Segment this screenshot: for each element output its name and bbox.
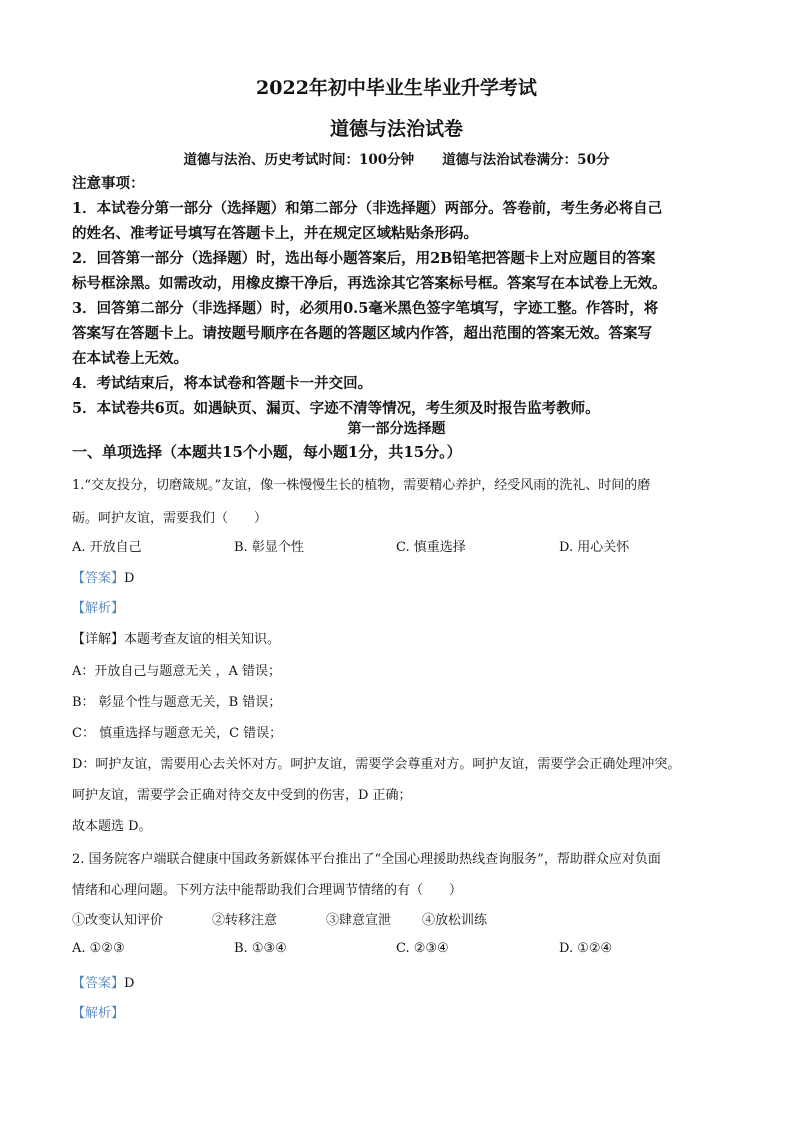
question-1-stem-line: 砺。呵护友谊，需要我们（ ） bbox=[72, 511, 268, 526]
question-1-option-a: A. 开放自己 bbox=[72, 540, 142, 555]
section-heading: 一、单项选择（本题共15个小题，每小题1分，共15分。） bbox=[72, 443, 462, 461]
question-2-stem-line: 2. 国务院客户端联合健康中国政务新媒体平台推出了“全国心理援助热线查询服务”，帮助群众应对负面 bbox=[72, 852, 661, 867]
question-2-item-1: ①改变认知评价 bbox=[72, 913, 164, 928]
question-2-stem-line: 情绪和心理问题。下列方法中能帮助我们合理调节情绪的有（ ） bbox=[72, 883, 463, 898]
question-2-analysis-label: 【解析】 bbox=[72, 1006, 125, 1021]
question-2-option-b: B. ①③④ bbox=[234, 941, 287, 956]
question-2-option-a: A. ①②③ bbox=[72, 941, 125, 956]
notice-line: 1．本试卷分第一部分（选择题）和第二部分（非选择题）两部分。答卷前，考生务必将自己 bbox=[72, 200, 663, 217]
exam-subtitle: 道德与法治试卷 bbox=[329, 118, 463, 140]
full-score: 道德与法治试卷满分：50分 bbox=[442, 152, 610, 168]
question-1-option-d: D. 用心关怀 bbox=[559, 540, 630, 555]
notice-line: 2．回答第一部分（选择题）时，选出每小题答案后，用2B铅笔把答题卡上对应题目的答案 bbox=[72, 250, 656, 267]
detail-intro: 本题考查友谊的相关知识。 bbox=[124, 632, 281, 647]
question-1-stem-line: 1.“交友投分，切磨箴规。”友谊，像一株慢慢生长的植物，需要精心养护，经受风雨的洗礼、时间的磨 bbox=[72, 478, 651, 493]
question-2-item-2: ②转移注意 bbox=[212, 913, 278, 928]
exam-info-line bbox=[0, 148, 793, 168]
notice-line: 标号框涂黑。如需改动，用橡皮擦干净后，再选涂其它答案标号框。答案写在本试卷上无效。 bbox=[72, 275, 667, 292]
question-2-item-3: ③肆意宣泄 bbox=[326, 913, 392, 928]
answer-value: D bbox=[124, 976, 135, 991]
exam-time: 道德与法治、历史考试时间：100分钟 bbox=[183, 152, 415, 168]
exam-title: 2022年初中毕业生毕业升学考试 bbox=[256, 77, 537, 99]
detail-label: 【详解】 bbox=[72, 632, 125, 647]
explanation-line: 呵护友谊，需要学会正确对待交友中受到的伤害，D 正确； bbox=[72, 788, 412, 803]
explanation-line: D：呵护友谊，需要用心去关怀对方。呵护友谊，需要学会尊重对方。呵护友谊，需要学会正确处理冲突。 bbox=[72, 757, 681, 772]
notice-line: 答案写在答题卡上。请按题号顺序在各题的答题区域内作答，超出范围的答案无效。答案写 bbox=[72, 325, 652, 342]
question-2-answer bbox=[72, 972, 134, 991]
answer-label: 【答案】 bbox=[72, 976, 125, 991]
question-1-option-c: C. 慎重选择 bbox=[396, 540, 466, 555]
question-1-detail bbox=[72, 628, 280, 647]
notice-line: 5．本试卷共6页。如遇缺页、漏页、字迹不清等情况，考生须及时报告监考教师。 bbox=[72, 400, 600, 417]
explanation-line: B： 彰显个性与题意无关，B 错误； bbox=[72, 695, 282, 710]
question-1-answer bbox=[72, 567, 134, 586]
answer-value: D bbox=[124, 571, 135, 586]
question-1-analysis-label: 【解析】 bbox=[72, 601, 125, 616]
explanation-line: C： 慎重选择与题意无关，C 错误； bbox=[72, 726, 283, 741]
answer-label: 【答案】 bbox=[72, 571, 125, 586]
question-2-item-4: ④放松训练 bbox=[422, 913, 488, 928]
explanation-line: A：开放自己与题意无关 ，A 错误； bbox=[72, 664, 282, 679]
notice-line: 4．考试结束后，将本试卷和答题卡一并交回。 bbox=[72, 375, 373, 392]
question-1-option-b: B. 彰显个性 bbox=[234, 540, 304, 555]
part1-title: 第一部分选择题 bbox=[347, 421, 446, 437]
notice-line: 的姓名、准考证号填写在答题卡上，并在规定区域粘贴条形码。 bbox=[72, 225, 478, 242]
notice-line: 在本试卷上无效。 bbox=[72, 350, 188, 367]
question-2-option-d: D. ①②④ bbox=[559, 941, 613, 956]
notice-heading: 注意事项： bbox=[72, 175, 145, 192]
notice-line: 3．回答第二部分（非选择题）时，必须用0.5毫米黑色签字笔填写，字迹工整。作答时，将 bbox=[72, 300, 659, 317]
explanation-line: 故本题选 D。 bbox=[72, 819, 152, 834]
question-2-option-c: C. ②③④ bbox=[396, 941, 449, 956]
